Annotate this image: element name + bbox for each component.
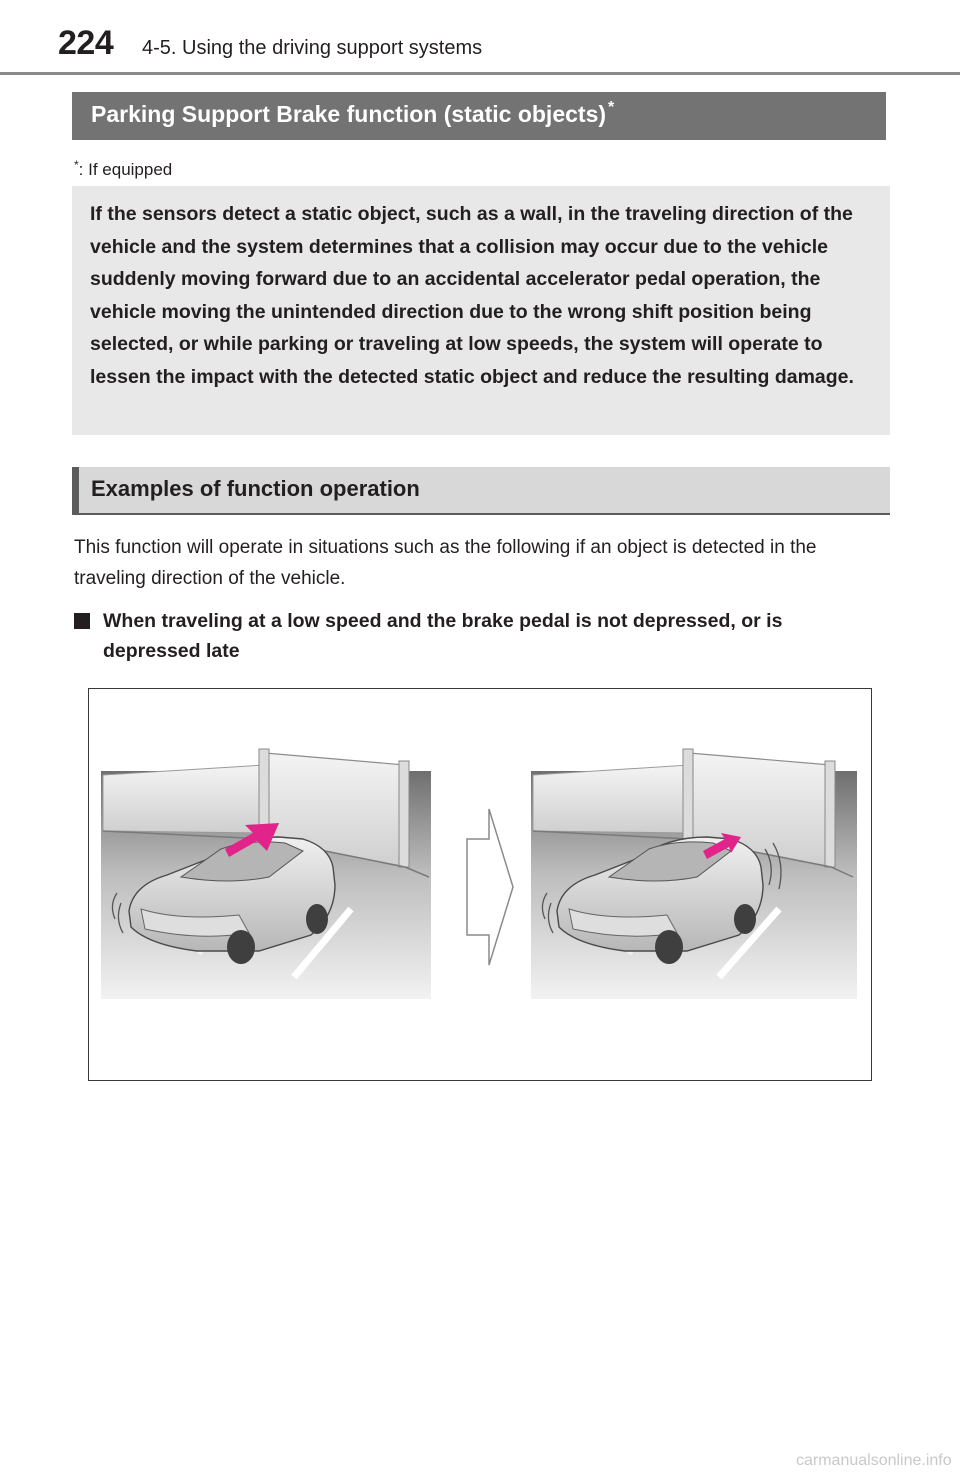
heading-accent [72, 467, 79, 513]
page-number: 224 [58, 24, 114, 62]
heading-underline [72, 513, 890, 515]
section-path: 4-5. Using the driving support systems [142, 37, 483, 59]
wall-post-left-2 [399, 761, 409, 867]
examples-intro: This function will operate in situations such as the following if an object is detected in the traveling direction of the vehicle. [74, 537, 817, 589]
square-bullet-icon [74, 613, 90, 629]
car-right-wheel-rear [655, 930, 683, 964]
parking-brake-illustration [89, 689, 871, 1080]
illustration-frame [88, 688, 872, 1081]
summary-text: If the sensors detect a static object, such as a wall, in the traveling direction of the vehicle and the system determines that a collision may occur due to the vehicle suddenly moving forward due to an accidental accelerator pedal operation, the vehicle moving the unintended direction due to the wrong shift position being selected, or while parking or traveling at low speeds, the system will operate to lessen the impact with the detected static object and reduce the resulting damage. [90, 203, 854, 388]
car-left-wheel-rear [227, 930, 255, 964]
section-title [91, 101, 614, 128]
examples-heading-bar [72, 467, 890, 513]
examples-heading: Examples of function operation [91, 476, 420, 501]
transition-arrow-icon [467, 809, 513, 965]
header-divider [0, 72, 960, 75]
footnote-asterisk: * [74, 158, 79, 172]
car-left-wheel-front [306, 904, 328, 934]
equipment-footnote [74, 160, 172, 180]
car-right-wheel-front [734, 904, 756, 934]
section-title-label: Parking Support Brake function (static objects) [91, 101, 607, 127]
case-heading-text: When traveling at a low speed and the brake pedal is not depressed, or is depressed late [103, 610, 783, 662]
back-wall-right [533, 765, 689, 833]
footnote-text: : If equipped [78, 160, 173, 179]
title-asterisk: * [608, 99, 615, 116]
scene-after-braking [531, 749, 857, 999]
summary-box [72, 186, 890, 435]
wall-post-right-1 [683, 749, 693, 841]
scene-before-braking [101, 749, 431, 999]
case-heading [74, 606, 874, 666]
back-wall-left [103, 765, 265, 833]
site-watermark: carmanualsonline.info [796, 1452, 952, 1469]
section-title-bar [72, 92, 886, 140]
wall-post-right-2 [825, 761, 835, 867]
page-header [0, 0, 960, 76]
